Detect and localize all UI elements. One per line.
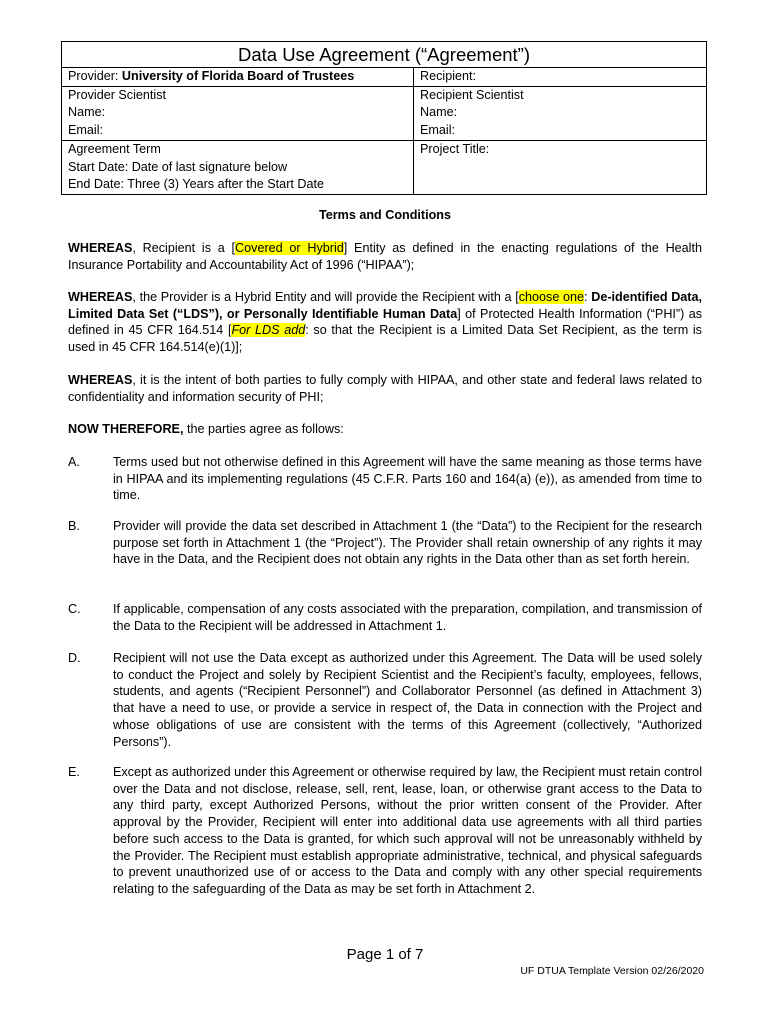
document-title: Data Use Agreement (“Agreement”) bbox=[62, 42, 707, 68]
template-version: UF DTUA Template Version 02/26/2020 bbox=[520, 965, 704, 977]
terms-heading: Terms and Conditions bbox=[318, 208, 451, 222]
whereas-paragraph-1 bbox=[68, 240, 702, 273]
whereas-paragraph-3 bbox=[68, 372, 702, 405]
agreement-term-label: Agreement Term bbox=[68, 141, 161, 156]
whereas-text: : so that the Recipient is a Limited Data Set Recipient, as the term is used in 45 CFR 164.514(e)(1)]; bbox=[68, 323, 702, 355]
whereas-text: : bbox=[584, 290, 592, 304]
provider-label: Provider: bbox=[68, 69, 122, 83]
clause-text: Recipient will not use the Data except as authorized under this Agreement. The Data will be used solely to conduct the Project and solely by Recipient Scientist and the Recipient’s faculty, employees, fellows, students, and agents (“Recipient Personnel”) and Collaborator Personnel (as defined in Attachment 3) that have a need to use, or provide a service in respect of, the Data in connection with the Project and whose obligations of use are consistent with the terms of this Agreement (collectively, “Authorized Persons”). bbox=[113, 651, 702, 749]
provider-cell bbox=[62, 68, 414, 87]
provider-value: University of Florida Board of Trustees bbox=[121, 69, 355, 83]
provider-email-field: Email: bbox=[68, 123, 103, 138]
clause-letter: B. bbox=[68, 519, 80, 533]
clause-b bbox=[68, 518, 702, 568]
agreement-term-cell bbox=[62, 140, 414, 194]
now-therefore-lead: NOW THEREFORE, bbox=[68, 422, 184, 436]
clause-text: Provider will provide the data set described in Attachment 1 (the “Data”) to the Recipient for the research purpose set forth in Attachment 1 (the “Project”). The Provider shall retain ownership of any rights it may have in the Data, and the Recipient does not obtain any rights in the Data other than as set forth herein. bbox=[113, 519, 702, 567]
recipient-scientist-cell bbox=[414, 86, 707, 140]
whereas-text: ] of Protected Health Information (“PHI”) as defined in 45 CFR 164.514 [ bbox=[68, 306, 702, 338]
clause-a bbox=[68, 454, 702, 504]
clause-letter: E. bbox=[68, 765, 80, 779]
project-title-cell: Project Title: bbox=[414, 140, 707, 194]
clause-text: Terms used but not otherwise defined in this Agreement will have the same meaning as those terms have in HIPAA and its implementing regulations (45 C.F.R. Parts 160 and 164(a) (e)), as amended from time to time. bbox=[113, 455, 702, 503]
clause-letter: C. bbox=[68, 602, 81, 616]
whereas-lead: WHEREAS bbox=[68, 290, 133, 304]
whereas-paragraph-2 bbox=[68, 289, 702, 356]
now-therefore-paragraph bbox=[68, 421, 702, 438]
agreement-header-table bbox=[61, 41, 707, 195]
whereas-text: ] Entity as defined in the enacting regulations of the Health Insurance Portability and Accountability Act of 1996 (“HIPAA”); bbox=[68, 241, 702, 272]
clause-letter: D. bbox=[68, 651, 81, 665]
highlight-placeholder: For LDS add bbox=[231, 323, 306, 338]
clause-d bbox=[68, 650, 702, 750]
provider-scientist-cell bbox=[62, 86, 414, 140]
highlight-placeholder: Covered or Hybrid bbox=[235, 241, 344, 255]
whereas-lead: WHEREAS bbox=[68, 241, 133, 255]
end-date: End Date: Three (3) Years after the Start Date bbox=[68, 177, 324, 192]
whereas-text: , Recipient is a [ bbox=[132, 241, 236, 255]
start-date: Start Date: Date of last signature below bbox=[68, 159, 288, 174]
data-type-options: De-identified Data, Limited Data Set (“LDS”), or Personally Identifiable Human Data bbox=[68, 290, 703, 321]
clause-text: If applicable, compensation of any costs associated with the preparation, compilation, and transmission of the Data to the Recipient will be addressed in Attachment 1. bbox=[113, 602, 702, 633]
clause-text: Except as authorized under this Agreement or otherwise required by law, the Recipient must retain control over the Data and not disclose, release, sell, rent, lease, loan, or otherwise grant access to the Data to any third party, except Authorized Persons, without the prior written consent of the Provider. After approval by the Provider, Recipient will enter into additional data use agreements with all third parties before such access to the Data is granted, for which such approval will not be unreasonably withheld by the Provider. The Recipient must establish appropriate administrative, technical, and physical safeguards to prevent unauthorized use of or access to the Data and comply with any other special requirements relating to the safeguarding of the Data as may be set forth in Attachment 2. bbox=[113, 765, 702, 896]
recipient-name-field: Name: bbox=[420, 105, 458, 120]
highlight-placeholder: choose one bbox=[518, 290, 585, 304]
recipient-cell: Recipient: bbox=[414, 68, 707, 87]
recipient-email-field: Email: bbox=[420, 123, 455, 138]
clause-c bbox=[68, 601, 702, 634]
page-number: Page 1 of 7 bbox=[346, 946, 424, 963]
now-therefore-text: the parties agree as follows: bbox=[183, 422, 344, 436]
whereas-lead: WHEREAS bbox=[68, 373, 133, 387]
clause-letter: A. bbox=[68, 455, 80, 469]
provider-scientist-label: Provider Scientist bbox=[68, 87, 166, 102]
whereas-text: , the Provider is a Hybrid Entity and will provide the Recipient with a [ bbox=[132, 290, 519, 304]
whereas-text: , it is the intent of both parties to fully comply with HIPAA, and other state and federal laws related to confidentiality and information security of PHI; bbox=[68, 373, 702, 404]
recipient-scientist-label: Recipient Scientist bbox=[420, 87, 524, 102]
clause-e bbox=[68, 764, 702, 898]
provider-name-field: Name: bbox=[68, 105, 106, 120]
